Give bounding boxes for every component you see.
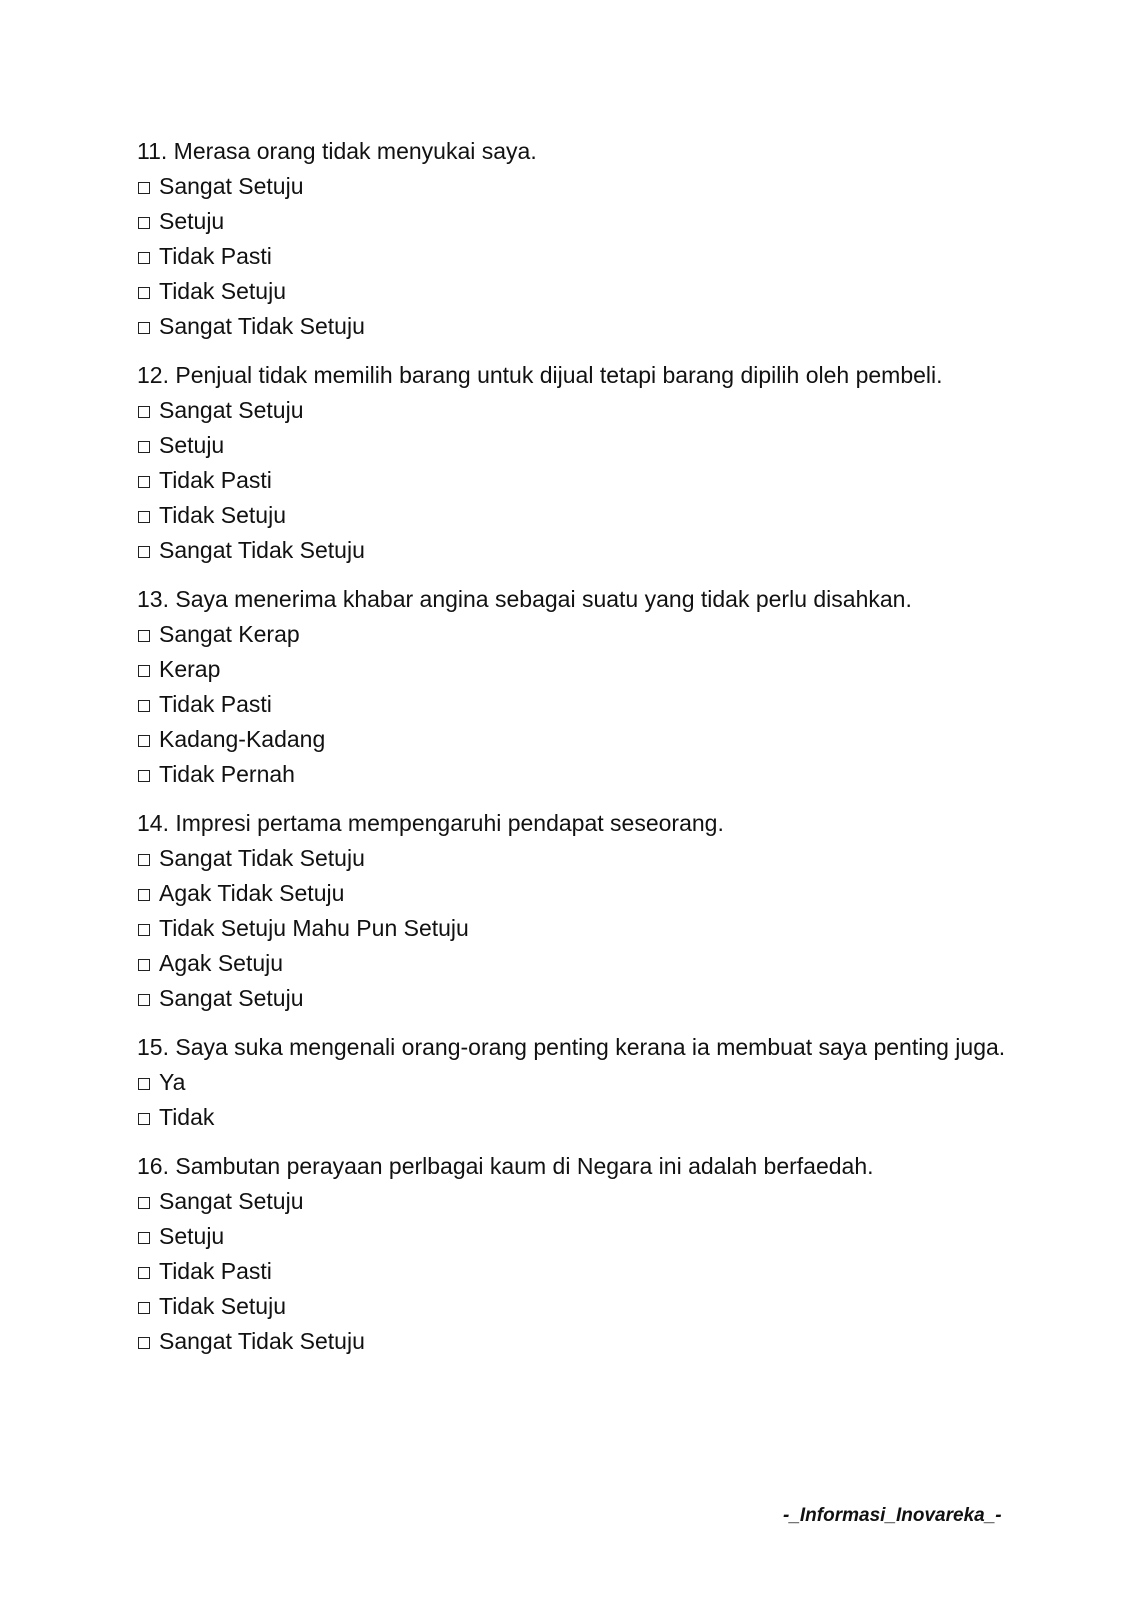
- option-label: Sangat Setuju: [159, 1188, 304, 1214]
- checkbox-icon[interactable]: [138, 854, 150, 866]
- option-label: Kerap: [159, 656, 221, 682]
- option-label: Sangat Tidak Setuju: [159, 313, 365, 339]
- option-label: Tidak Pasti: [159, 243, 272, 269]
- option-label: Tidak Pernah: [159, 761, 295, 787]
- option-item[interactable]: [137, 463, 1007, 498]
- question-text: 11. Merasa orang tidak menyukai saya.: [137, 138, 537, 164]
- question-13: [137, 582, 1007, 792]
- option-item[interactable]: [137, 911, 1007, 946]
- option-label: Tidak Pasti: [159, 467, 272, 493]
- checkbox-icon[interactable]: [138, 1113, 150, 1125]
- option-label: Ya: [159, 1069, 186, 1095]
- checkbox-icon[interactable]: [138, 1267, 150, 1279]
- option-item[interactable]: [137, 428, 1007, 463]
- questionnaire-page: [137, 134, 1007, 1373]
- option-item[interactable]: [137, 687, 1007, 722]
- checkbox-icon[interactable]: [138, 1197, 150, 1209]
- option-label: Setuju: [159, 208, 225, 234]
- question-text: 13. Saya menerima khabar angina sebagai suatu yang tidak perlu disahkan.: [137, 586, 912, 612]
- question-15: [137, 1030, 1007, 1135]
- option-label: Sangat Kerap: [159, 621, 300, 647]
- option-item[interactable]: [137, 1254, 1007, 1289]
- question-text: 14. Impresi pertama mempengaruhi pendapat seseorang.: [137, 810, 724, 836]
- option-item[interactable]: [137, 722, 1007, 757]
- option-item[interactable]: [137, 169, 1007, 204]
- option-label: Sangat Setuju: [159, 173, 304, 199]
- option-label: Tidak Setuju: [159, 1293, 286, 1319]
- question-text: 15. Saya suka mengenali orang-orang penting kerana ia membuat saya penting juga.: [137, 1034, 1006, 1060]
- checkbox-icon[interactable]: [138, 182, 150, 194]
- checkbox-icon[interactable]: [138, 1337, 150, 1349]
- option-item[interactable]: [137, 1324, 1007, 1359]
- option-label: Sangat Tidak Setuju: [159, 1328, 365, 1354]
- option-item[interactable]: [137, 1065, 1007, 1100]
- option-list: [137, 841, 1007, 1016]
- option-label: Tidak Setuju Mahu Pun Setuju: [159, 915, 469, 941]
- option-item[interactable]: [137, 533, 1007, 568]
- checkbox-icon[interactable]: [138, 1232, 150, 1244]
- checkbox-icon[interactable]: [138, 994, 150, 1006]
- option-label: Tidak: [159, 1104, 215, 1130]
- checkbox-icon[interactable]: [138, 959, 150, 971]
- question-11: [137, 134, 1007, 344]
- option-item[interactable]: [137, 757, 1007, 792]
- option-list: [137, 1184, 1007, 1359]
- checkbox-icon[interactable]: [138, 406, 150, 418]
- option-label: Tidak Pasti: [159, 691, 272, 717]
- option-item[interactable]: [137, 1100, 1007, 1135]
- option-label: Tidak Setuju: [159, 502, 286, 528]
- option-item[interactable]: [137, 946, 1007, 981]
- option-list: [137, 169, 1007, 344]
- option-label: Setuju: [159, 1223, 225, 1249]
- option-label: Tidak Pasti: [159, 1258, 272, 1284]
- option-item[interactable]: [137, 652, 1007, 687]
- checkbox-icon[interactable]: [138, 1078, 150, 1090]
- question-16: [137, 1149, 1007, 1359]
- option-item[interactable]: [137, 239, 1007, 274]
- option-label: Agak Tidak Setuju: [159, 880, 345, 906]
- option-list: [137, 393, 1007, 568]
- option-item[interactable]: [137, 309, 1007, 344]
- option-label: Setuju: [159, 432, 225, 458]
- checkbox-icon[interactable]: [138, 322, 150, 334]
- option-item[interactable]: [137, 274, 1007, 309]
- checkbox-icon[interactable]: [138, 287, 150, 299]
- option-label: Sangat Setuju: [159, 985, 304, 1011]
- option-label: Sangat Tidak Setuju: [159, 537, 365, 563]
- checkbox-icon[interactable]: [138, 217, 150, 229]
- option-label: Agak Setuju: [159, 950, 284, 976]
- question-12: [137, 358, 1007, 568]
- checkbox-icon[interactable]: [138, 735, 150, 747]
- option-label: Sangat Setuju: [159, 397, 304, 423]
- option-item[interactable]: [137, 617, 1007, 652]
- checkbox-icon[interactable]: [138, 546, 150, 558]
- checkbox-icon[interactable]: [138, 1302, 150, 1314]
- option-label: Kadang-Kadang: [159, 726, 326, 752]
- option-item[interactable]: [137, 981, 1007, 1016]
- checkbox-icon[interactable]: [138, 700, 150, 712]
- option-list: [137, 1065, 1007, 1135]
- checkbox-icon[interactable]: [138, 665, 150, 677]
- checkbox-icon[interactable]: [138, 252, 150, 264]
- checkbox-icon[interactable]: [138, 924, 150, 936]
- checkbox-icon[interactable]: [138, 476, 150, 488]
- checkbox-icon[interactable]: [138, 630, 150, 642]
- option-item[interactable]: [137, 498, 1007, 533]
- option-item[interactable]: [137, 1219, 1007, 1254]
- footer-signature: -_Informasi_Inovareka_-: [783, 1505, 1002, 1526]
- checkbox-icon[interactable]: [138, 770, 150, 782]
- option-item[interactable]: [137, 1184, 1007, 1219]
- question-text: 12. Penjual tidak memilih barang untuk dijual tetapi barang dipilih oleh pembeli.: [137, 362, 943, 388]
- checkbox-icon[interactable]: [138, 511, 150, 523]
- option-item[interactable]: [137, 204, 1007, 239]
- question-text: 16. Sambutan perayaan perlbagai kaum di Negara ini adalah berfaedah.: [137, 1153, 874, 1179]
- option-list: [137, 617, 1007, 792]
- option-label: Sangat Tidak Setuju: [159, 845, 365, 871]
- option-item[interactable]: [137, 841, 1007, 876]
- option-label: Tidak Setuju: [159, 278, 286, 304]
- option-item[interactable]: [137, 1289, 1007, 1324]
- question-14: [137, 806, 1007, 1016]
- checkbox-icon[interactable]: [138, 889, 150, 901]
- option-item[interactable]: [137, 393, 1007, 428]
- checkbox-icon[interactable]: [138, 441, 150, 453]
- option-item[interactable]: [137, 876, 1007, 911]
